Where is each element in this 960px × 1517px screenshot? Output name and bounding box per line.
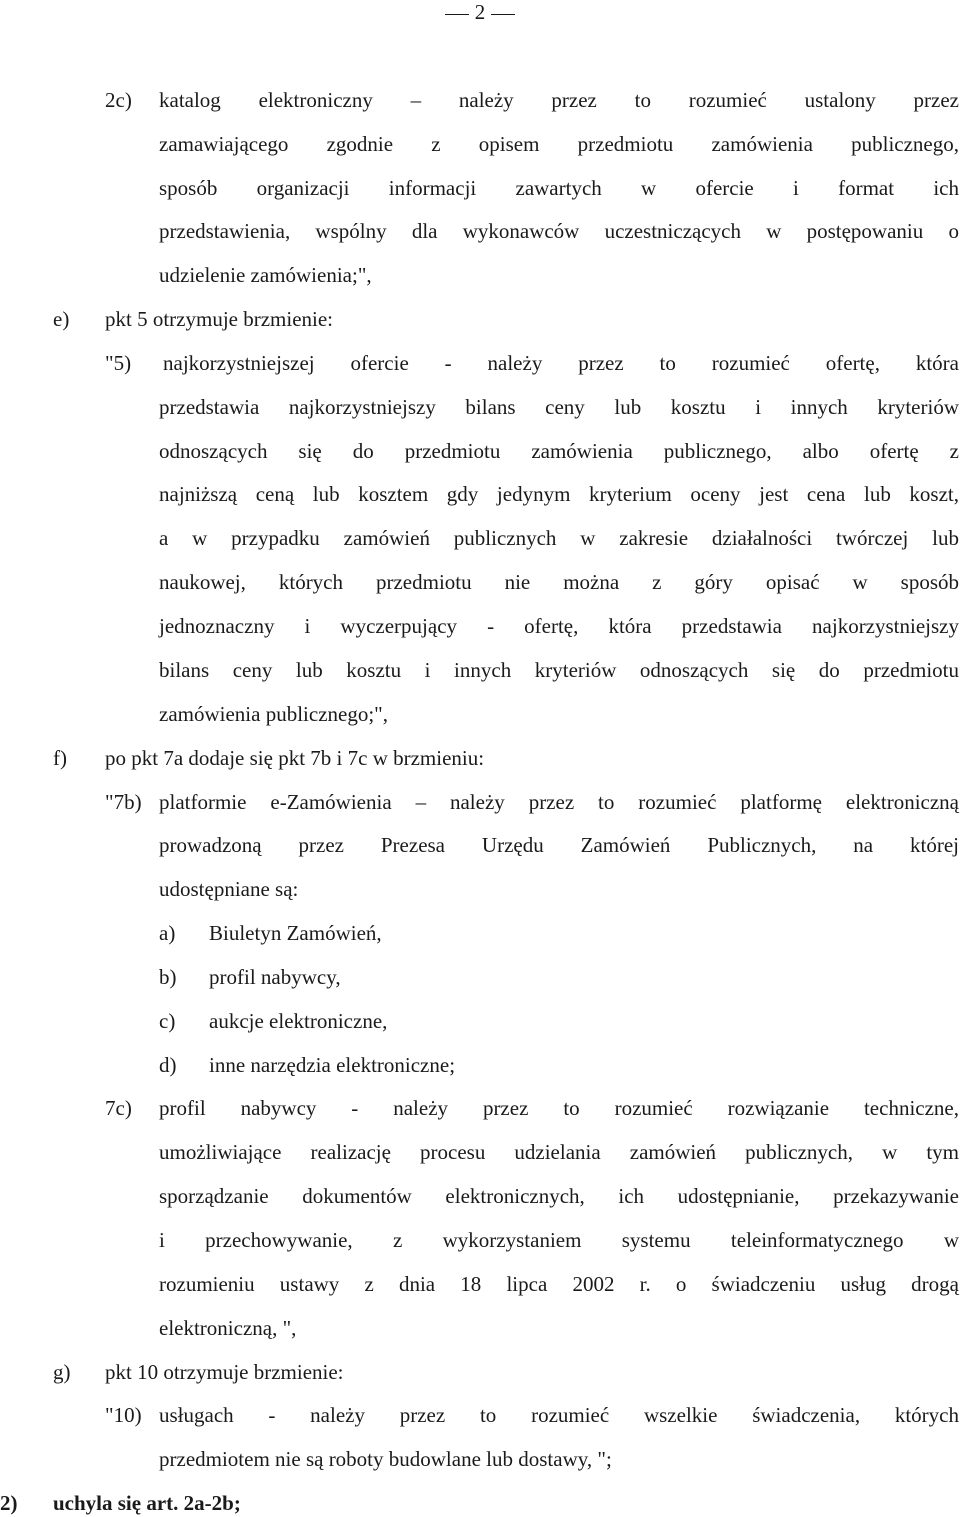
item-7c-line-5: rozumieniu ustawy z dnia 18 lipca 2002 r. o świadczeniu usług drogą <box>159 1272 959 1296</box>
page-number: 2 <box>0 0 960 24</box>
item-2c-label: 2c) <box>105 88 132 112</box>
item-e-label: e) <box>53 307 70 331</box>
item-7c-line-1: profil nabywcy - należy przez to rozumieć rozwiązanie techniczne, <box>159 1096 959 1120</box>
sub-item-a-text: Biuletyn Zamówień, <box>209 921 382 945</box>
page-number-dash-left <box>445 14 469 15</box>
item-2c-line-4: przedstawienia, wspólny dla wykonawców uczestniczących w postępowaniu o <box>159 219 959 243</box>
item-10-label: "10) <box>105 1403 142 1427</box>
item-7c-label: 7c) <box>105 1096 132 1120</box>
item-e-text: pkt 5 otrzymuje brzmienie: <box>105 307 334 331</box>
item-7c-line-2: umożliwiające realizację procesu udzielania zamówień publicznych, w tym <box>159 1140 959 1164</box>
item-f-text: po pkt 7a dodaje się pkt 7b i 7c w brzmieniu: <box>105 746 485 770</box>
item-f-label: f) <box>53 746 67 770</box>
item-2-label: 2) <box>0 1491 18 1515</box>
item-10-line-1: usługach - należy przez to rozumieć wszelkie świadczenia, których <box>159 1403 959 1427</box>
page-number-dash-right <box>491 14 515 15</box>
item-7c-line-3: sporządzanie dokumentów elektronicznych, ich udostępnianie, przekazywanie <box>159 1184 959 1208</box>
item-5-line-2: przedstawia najkorzystniejszy bilans ceny lub kosztu i innych kryteriów <box>159 395 959 419</box>
sub-item-a-label: a) <box>159 921 176 945</box>
sub-item-b-label: b) <box>159 965 177 989</box>
item-2c-line-5: udzielenie zamówienia;", <box>159 263 372 287</box>
sub-item-d-text: inne narzędzia elektroniczne; <box>209 1053 456 1077</box>
item-5-line-9: zamówienia publicznego;", <box>159 702 388 726</box>
item-7b-line-2: prowadzoną przez Prezesa Urzędu Zamówień Publicznych, na której <box>159 833 959 857</box>
item-5-line-4: najniższą ceną lub kosztem gdy jedynym kryterium oceny jest cena lub koszt, <box>159 482 959 506</box>
item-7c-line-4: i przechowywanie, z wykorzystaniem systemu teleinformatycznego w <box>159 1228 959 1252</box>
item-2c-line-1: katalog elektroniczny – należy przez to rozumieć ustalony przez <box>159 88 959 112</box>
item-7c-line-6: elektroniczną, ", <box>159 1316 297 1340</box>
item-g-label: g) <box>53 1360 71 1384</box>
item-2-text: uchyla się art. 2a-2b; <box>53 1491 241 1515</box>
item-5-line-7: jednoznaczny i wyczerpujący - ofertę, która przedstawia najkorzystniejszy <box>159 614 959 638</box>
item-5-line-1: najkorzystniejszej ofercie - należy przez to rozumieć ofertę, która <box>163 351 959 375</box>
item-2c-line-2: zamawiającego zgodnie z opisem przedmiotu zamówienia publicznego, <box>159 132 959 156</box>
item-7b-line-3: udostępniane są: <box>159 877 299 901</box>
item-5-line-6: naukowej, których przedmiotu nie można z góry opisać w sposób <box>159 570 959 594</box>
item-2c-line-3: sposób organizacji informacji zawartych w ofercie i format ich <box>159 176 959 200</box>
sub-item-c-label: c) <box>159 1009 176 1033</box>
sub-item-d-label: d) <box>159 1053 177 1077</box>
sub-item-c-text: aukcje elektroniczne, <box>209 1009 388 1033</box>
item-7b-label: "7b) <box>105 790 142 814</box>
item-5-line-8: bilans ceny lub kosztu i innych kryteriów odnoszących się do przedmiotu <box>159 658 959 682</box>
item-7b-line-1: platformie e-Zamówienia – należy przez to rozumieć platformę elektroniczną <box>159 790 959 814</box>
item-5-label: "5) <box>105 351 132 375</box>
item-g-text: pkt 10 otrzymuje brzmienie: <box>105 1360 344 1384</box>
item-5-line-3: odnoszących się do przedmiotu zamówienia publicznego, albo ofertę z <box>159 439 959 463</box>
item-5-line-5: a w przypadku zamówień publicznych w zakresie działalności twórczej lub <box>159 526 959 550</box>
item-10-line-2: przedmiotem nie są roboty budowlane lub dostawy, "; <box>159 1447 612 1471</box>
sub-item-b-text: profil nabywcy, <box>209 965 341 989</box>
